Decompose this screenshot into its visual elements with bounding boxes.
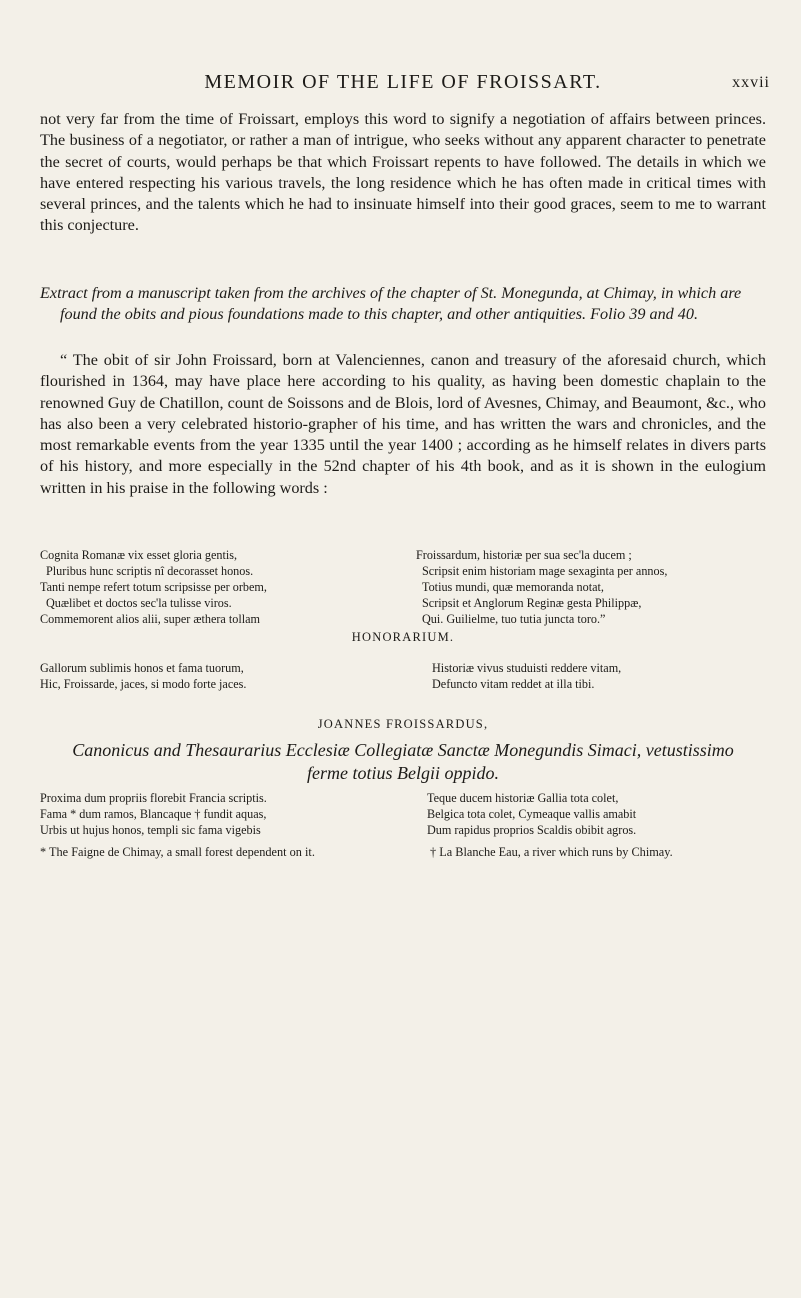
footnote-right: † La Blanche Eau, a river which runs by Chimay. — [430, 845, 673, 859]
page-number: xxvii — [732, 74, 770, 91]
canonicus-heading — [40, 739, 766, 785]
verse-line: Scripsit enim historiam mage sexaginta per annos, — [422, 563, 668, 578]
footnotes — [40, 845, 766, 863]
verse-line: Commemorent alios alii, super æthera tollam — [40, 611, 261, 626]
verse-line: Pluribus hunc scriptis nî decorasset honos. — [46, 563, 254, 578]
verse-line: Cognita Romanæ vix esset gloria gentis, — [40, 548, 238, 562]
extract-heading-text: Extract from a manuscript taken from the archives of the chapter of St. Monegunda, at Chimay, in which are found the obits and pious foundations made to this chapter, and other antiquities. Folio 39 and 40. — [40, 284, 742, 324]
footnote-left: * The Faigne de Chimay, a small forest dependent on it. — [40, 845, 315, 859]
verse-line: Quælibet et doctos sec'la tulisse viros. — [46, 595, 232, 610]
verse-line: Tanti nempe refert totum scripsisse per orbem, — [40, 579, 267, 594]
verse-1-left — [40, 548, 267, 628]
verse-line: Proxima dum propriis florebit Francia scriptis. — [40, 791, 267, 805]
verse-line: Defuncto vitam reddet at illa tibi. — [432, 676, 595, 691]
paragraph-2: “ The obit of sir John Froissard, born at Valenciennes, canon and treasury of the aforesaid church, which flourished in 1364, may have place here according to his quality, as having been domestic chaplain to the renowned Guy de Chatillon, count de Soissons and de Blois, lord of Avesnes, Chimay, and Beaumont, &c., who has also been a very celebrated historio-grapher of his time, and has written the wars and chronicles, and the most remarkable events from the year 1335 until the year 1400 ; according as he himself relates in divers parts of his history, and more especially in the 52nd chapter of his 4th book, and as it is shown in the eulogium written in his praise in the following words : — [40, 351, 766, 497]
verse-line: Urbis ut hujus honos, templi sic fama vigebis — [40, 822, 261, 837]
verse-2-right — [432, 661, 621, 693]
paragraph-1: not very far from the time of Froissart, employs this word to signify a negotiation of affairs between princes. The business of a negotiator, or rather a man of intrigue, who seeks without any apparent character to penetrate the secret of courts, would perhaps be that which Froissart repents to have followed. The details in which we have entered respecting his various travels, the long residence which he has often made in critical times with several princes, and the talents which he had to insinuate himself into their good graces, seem to me to warrant this conjecture. — [40, 110, 766, 235]
verse-line: Dum rapidus proprios Scaldis obibit agros. — [427, 822, 637, 837]
verse-line: Hic, Froissarde, jaces, si modo forte jaces. — [40, 676, 247, 691]
running-title: MEMOIR OF THE LIFE OF FROISSART. — [204, 71, 602, 93]
verse-line: Historiæ vivus studuisti reddere vitam, — [432, 661, 622, 675]
verse-line: Fama * dum ramos, Blancaque † fundit aquas, — [40, 806, 267, 821]
verse-3-right — [427, 791, 636, 839]
verse-line: Totius mundi, quæ memoranda notat, — [422, 579, 604, 594]
verse-1-right — [416, 548, 667, 628]
canonicus-line-1: Canonicus and Thesaurarius Ecclesiæ Collegiatæ Sanctæ Monegundis Simaci, vetustissimo — [72, 740, 734, 760]
heading-joannes: JOANNES FROISSARDUS, — [317, 717, 489, 731]
canonicus-line-2: ferme totius Belgii oppido. — [307, 763, 499, 783]
verse-line: Qui. Guilielme, tuo tutia juncta toro.” — [422, 611, 606, 626]
verse-line: Gallorum sublimis honos et fama tuorum, — [40, 661, 244, 675]
verse-line: Froissardum, historiæ per sua sec'la ducem ; — [416, 548, 632, 562]
heading-honorarium: HONORARIUM. — [351, 630, 455, 644]
verse-3-left — [40, 791, 267, 839]
verse-line: Teque ducem historiæ Gallia tota colet, — [427, 791, 619, 805]
verse-line: Scripsit et Anglorum Reginæ gesta Philippæ, — [422, 595, 642, 610]
running-header — [40, 71, 770, 97]
verse-2-left — [40, 661, 246, 693]
verse-line: Belgica tota colet, Cymeaque vallis amabit — [427, 806, 637, 821]
extract-heading — [40, 283, 766, 326]
